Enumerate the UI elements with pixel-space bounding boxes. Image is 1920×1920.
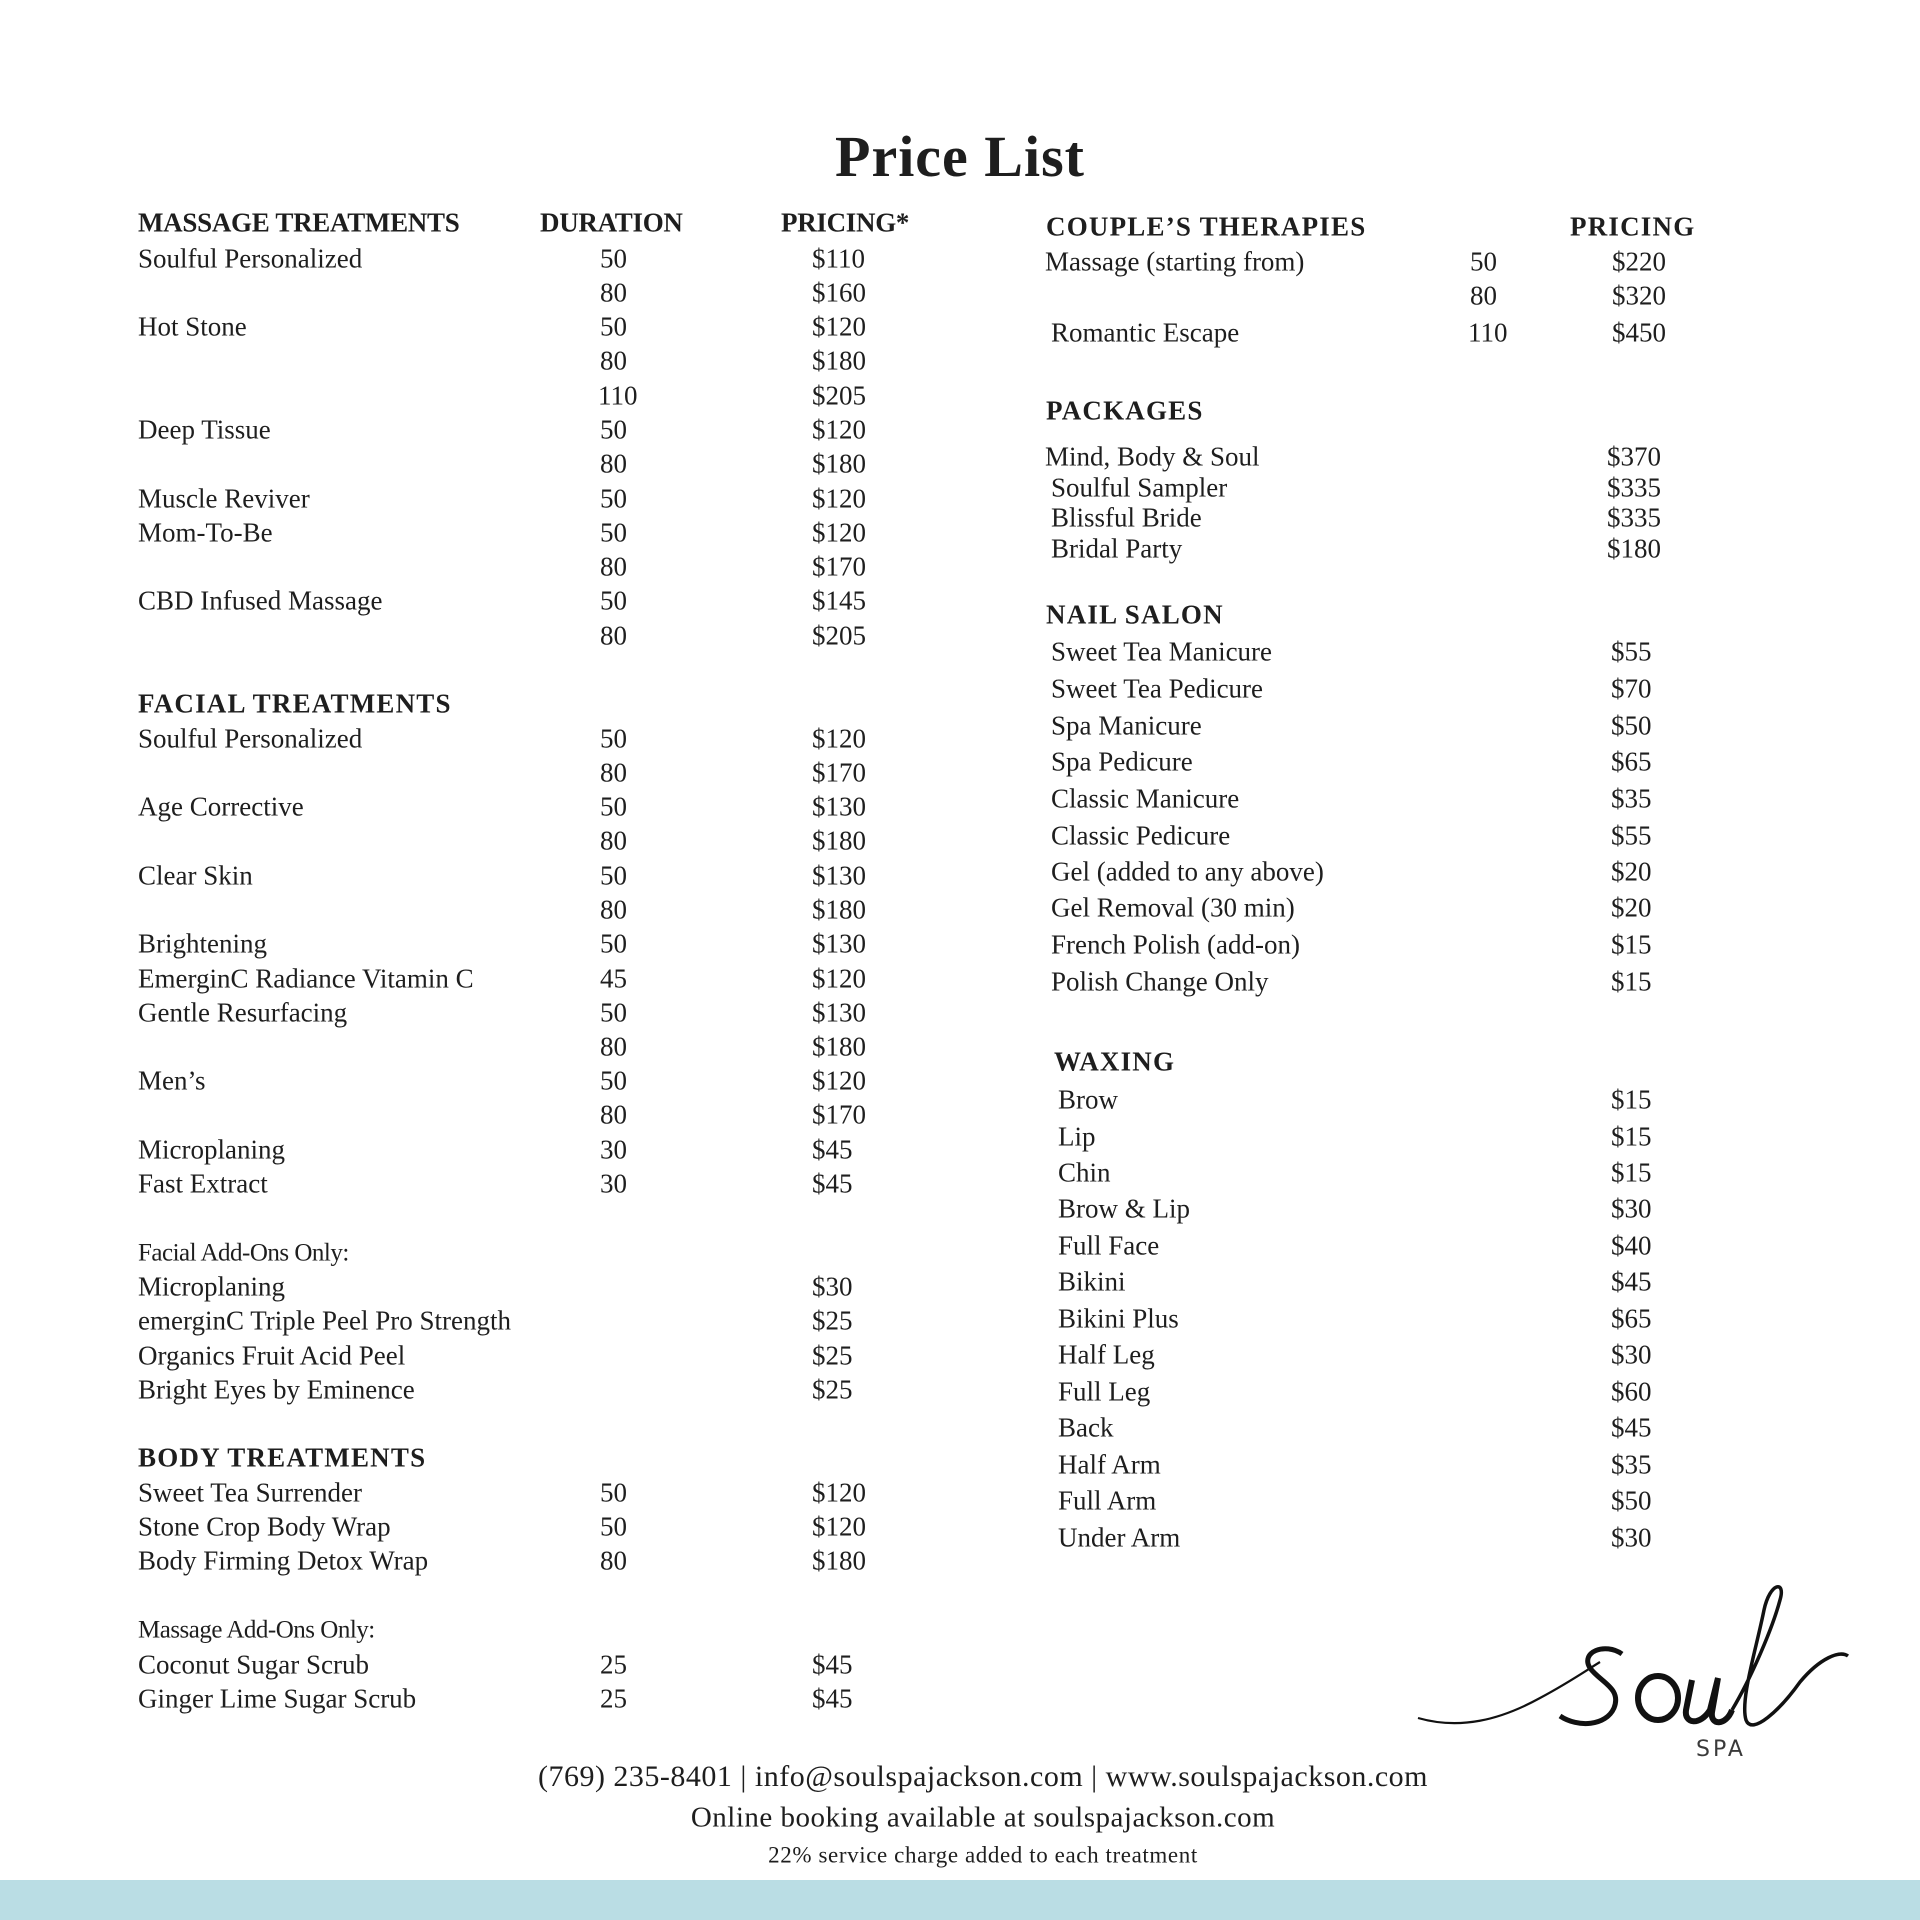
service-price: $450	[1612, 317, 1666, 348]
service-price: $160	[812, 277, 866, 308]
service-charge-note: 22% service charge added to each treatment	[768, 1842, 1198, 1868]
service-price: $15	[1611, 929, 1652, 960]
service-price: $45	[812, 1134, 853, 1165]
section-heading-massage: MASSAGE TREATMENTS	[138, 207, 460, 238]
service-price: $180	[812, 825, 866, 856]
service-price: $180	[812, 1545, 866, 1576]
service-price: $45	[1611, 1266, 1652, 1297]
service-price: $50	[1611, 710, 1652, 741]
service-name: Soulful Personalized	[138, 723, 363, 754]
service-duration: 80	[1470, 280, 1497, 311]
service-duration: 50	[600, 1511, 627, 1542]
service-name: Microplaning	[138, 1271, 285, 1302]
service-name: Half Leg	[1058, 1339, 1155, 1370]
service-duration: 30	[600, 1168, 627, 1199]
page-title: Price List	[835, 124, 1085, 189]
service-price: $55	[1611, 820, 1652, 851]
service-name: CBD Infused Massage	[138, 585, 383, 616]
service-name: Fast Extract	[138, 1168, 268, 1199]
service-price: $65	[1611, 746, 1652, 777]
service-price: $220	[1612, 246, 1666, 277]
service-name: Gel Removal (30 min)	[1051, 892, 1295, 923]
service-price: $45	[812, 1683, 853, 1714]
service-name: Chin	[1058, 1157, 1111, 1188]
service-duration: 80	[600, 757, 627, 788]
service-price: $20	[1611, 892, 1652, 923]
service-price: $120	[812, 414, 866, 445]
service-price: $45	[812, 1649, 853, 1680]
service-name: Sweet Tea Surrender	[138, 1477, 363, 1508]
service-name: Polish Change Only	[1051, 966, 1269, 997]
section-heading-packages: PACKAGES	[1046, 395, 1204, 426]
service-duration: 50	[600, 483, 627, 514]
service-name: Microplaning	[138, 1134, 285, 1165]
service-price: $45	[1611, 1412, 1652, 1443]
service-price: $65	[1611, 1303, 1652, 1334]
section-heading-couples: COUPLE’S THERAPIES	[1046, 211, 1367, 242]
service-name: Organics Fruit Acid Peel	[138, 1340, 406, 1371]
service-price: $120	[812, 1065, 866, 1096]
service-name: Coconut Sugar Scrub	[138, 1649, 369, 1680]
service-name: Brightening	[138, 928, 267, 959]
service-price: $130	[812, 791, 866, 822]
service-name: Bright Eyes by Eminence	[138, 1374, 415, 1405]
service-price: $25	[812, 1340, 853, 1371]
service-name: Men’s	[138, 1065, 206, 1096]
service-duration: 50	[600, 791, 627, 822]
service-price: $335	[1607, 502, 1661, 533]
service-price: $170	[812, 551, 866, 582]
column-header-duration: DURATION	[540, 207, 683, 238]
service-name: EmerginC Radiance Vitamin C	[138, 963, 474, 994]
service-price: $70	[1611, 673, 1652, 704]
service-price: $320	[1612, 280, 1666, 311]
service-duration: 50	[600, 723, 627, 754]
service-price: $130	[812, 860, 866, 891]
service-price: $45	[812, 1168, 853, 1199]
service-duration: 110	[1468, 317, 1508, 348]
column-header-pricing: PRICING*	[781, 207, 910, 238]
service-duration: 50	[600, 928, 627, 959]
service-price: $60	[1611, 1376, 1652, 1407]
service-duration: 25	[600, 1649, 627, 1680]
service-name: Soulful Personalized	[138, 243, 363, 274]
service-name: Ginger Lime Sugar Scrub	[138, 1683, 417, 1714]
service-duration: 80	[600, 448, 627, 479]
service-duration: 50	[600, 243, 627, 274]
service-price: $35	[1611, 1449, 1652, 1480]
service-price: $30	[1611, 1522, 1652, 1553]
service-duration: 45	[600, 963, 627, 994]
service-price: $120	[812, 311, 866, 342]
service-name: Massage (starting from)	[1045, 246, 1305, 277]
service-price: $130	[812, 997, 866, 1028]
service-price: $50	[1611, 1485, 1652, 1516]
service-name: Full Face	[1058, 1230, 1160, 1261]
service-price: $180	[812, 345, 866, 376]
section-heading-waxing: WAXING	[1054, 1046, 1176, 1077]
service-price: $25	[812, 1305, 853, 1336]
service-name: Hot Stone	[138, 311, 247, 342]
service-name: Gentle Resurfacing	[138, 997, 348, 1028]
service-name: Full Leg	[1058, 1376, 1151, 1407]
service-duration: 80	[600, 1545, 627, 1576]
footer-band	[0, 1880, 1920, 1920]
service-price: $15	[1611, 1157, 1652, 1188]
service-name: Brow	[1058, 1084, 1118, 1115]
service-price: $25	[812, 1374, 853, 1405]
online-booking-note: Online booking available at soulspajackson.com	[690, 1801, 1276, 1834]
service-price: $35	[1611, 783, 1652, 814]
service-price: $120	[812, 1477, 866, 1508]
service-name: Deep Tissue	[138, 414, 271, 445]
service-name: Muscle Reviver	[138, 483, 310, 514]
service-duration: 80	[600, 620, 627, 651]
service-price: $20	[1611, 856, 1652, 887]
service-price: $110	[812, 243, 865, 274]
service-name: Bridal Party	[1051, 533, 1183, 564]
service-price: $120	[812, 1511, 866, 1542]
service-name: Brow & Lip	[1058, 1193, 1190, 1224]
service-name: Bikini	[1058, 1266, 1126, 1297]
service-name: Body Firming Detox Wrap	[138, 1545, 429, 1576]
service-name: Stone Crop Body Wrap	[138, 1511, 391, 1542]
service-name: Romantic Escape	[1051, 317, 1240, 348]
service-price: $120	[812, 483, 866, 514]
service-duration: 80	[600, 551, 627, 582]
service-duration: 80	[600, 825, 627, 856]
service-duration: 80	[600, 894, 627, 925]
service-price: $15	[1611, 1121, 1652, 1152]
section-heading-facial: FACIAL TREATMENTS	[138, 688, 452, 719]
service-price: $15	[1611, 1084, 1652, 1115]
service-price: $55	[1611, 636, 1652, 667]
service-duration: 80	[600, 277, 627, 308]
soul-spa-logo	[1400, 1570, 1850, 1760]
section-heading-massage-addons: Massage Add-Ons Only:	[138, 1616, 375, 1644]
service-name: Classic Manicure	[1051, 783, 1240, 814]
section-heading-facial-addons: Facial Add-Ons Only:	[138, 1239, 349, 1267]
service-price: $30	[1611, 1193, 1652, 1224]
service-duration: 50	[600, 585, 627, 616]
service-duration: 50	[600, 860, 627, 891]
service-duration: 50	[600, 517, 627, 548]
service-price: $145	[812, 585, 866, 616]
service-duration: 50	[600, 1477, 627, 1508]
service-price: $205	[812, 620, 866, 651]
service-duration: 50	[1470, 246, 1497, 277]
service-duration: 80	[600, 345, 627, 376]
service-price: $30	[1611, 1339, 1652, 1370]
service-duration: 80	[600, 1031, 627, 1062]
service-price: $180	[812, 448, 866, 479]
service-name: Soulful Sampler	[1051, 472, 1228, 503]
service-price: $130	[812, 928, 866, 959]
service-name: Full Arm	[1058, 1485, 1157, 1516]
service-price: $40	[1611, 1230, 1652, 1261]
service-price: $15	[1611, 966, 1652, 997]
service-price: $370	[1607, 441, 1661, 472]
service-duration: 110	[598, 380, 638, 411]
service-name: emerginC Triple Peel Pro Strength	[138, 1305, 512, 1336]
service-name: Age Corrective	[138, 791, 304, 822]
service-name: Lip	[1058, 1121, 1096, 1152]
service-price: $120	[812, 723, 866, 754]
service-duration: 80	[600, 1099, 627, 1130]
service-price: $180	[1607, 533, 1661, 564]
service-price: $170	[812, 1099, 866, 1130]
service-name: Mom-To-Be	[138, 517, 273, 548]
soul-script-wordmark	[1400, 1570, 1850, 1760]
service-name: Sweet Tea Manicure	[1051, 636, 1273, 667]
service-name: Blissful Bride	[1051, 502, 1202, 533]
service-duration: 50	[600, 1065, 627, 1096]
service-name: Sweet Tea Pedicure	[1051, 673, 1264, 704]
contact-info: (769) 235-8401 | info@soulspajackson.com | www.soulspajackson.com	[537, 1760, 1429, 1793]
service-duration: 50	[600, 997, 627, 1028]
service-duration: 30	[600, 1134, 627, 1165]
service-price: $205	[812, 380, 866, 411]
service-duration: 50	[600, 311, 627, 342]
service-name: French Polish (add-on)	[1051, 929, 1300, 960]
service-name: Spa Manicure	[1051, 710, 1202, 741]
service-name: Gel (added to any above)	[1051, 856, 1324, 887]
service-name: Classic Pedicure	[1051, 820, 1231, 851]
section-heading-body: BODY TREATMENTS	[138, 1442, 427, 1473]
service-name: Mind, Body & Soul	[1045, 441, 1260, 472]
logo-spa-text: SPA	[1696, 1737, 1746, 1760]
service-price: $180	[812, 1031, 866, 1062]
service-price: $30	[812, 1271, 853, 1302]
service-name: Clear Skin	[138, 860, 253, 891]
service-name: Spa Pedicure	[1051, 746, 1193, 777]
service-price: $120	[812, 517, 866, 548]
service-price: $335	[1607, 472, 1661, 503]
service-name: Back	[1058, 1412, 1114, 1443]
column-header-pricing-couples: PRICING	[1570, 211, 1696, 242]
service-name: Under Arm	[1058, 1522, 1181, 1553]
service-duration: 25	[600, 1683, 627, 1714]
service-name: Half Arm	[1058, 1449, 1161, 1480]
service-price: $170	[812, 757, 866, 788]
section-heading-nails: NAIL SALON	[1046, 599, 1224, 630]
service-price: $120	[812, 963, 866, 994]
service-name: Bikini Plus	[1058, 1303, 1179, 1334]
service-duration: 50	[600, 414, 627, 445]
service-price: $180	[812, 894, 866, 925]
